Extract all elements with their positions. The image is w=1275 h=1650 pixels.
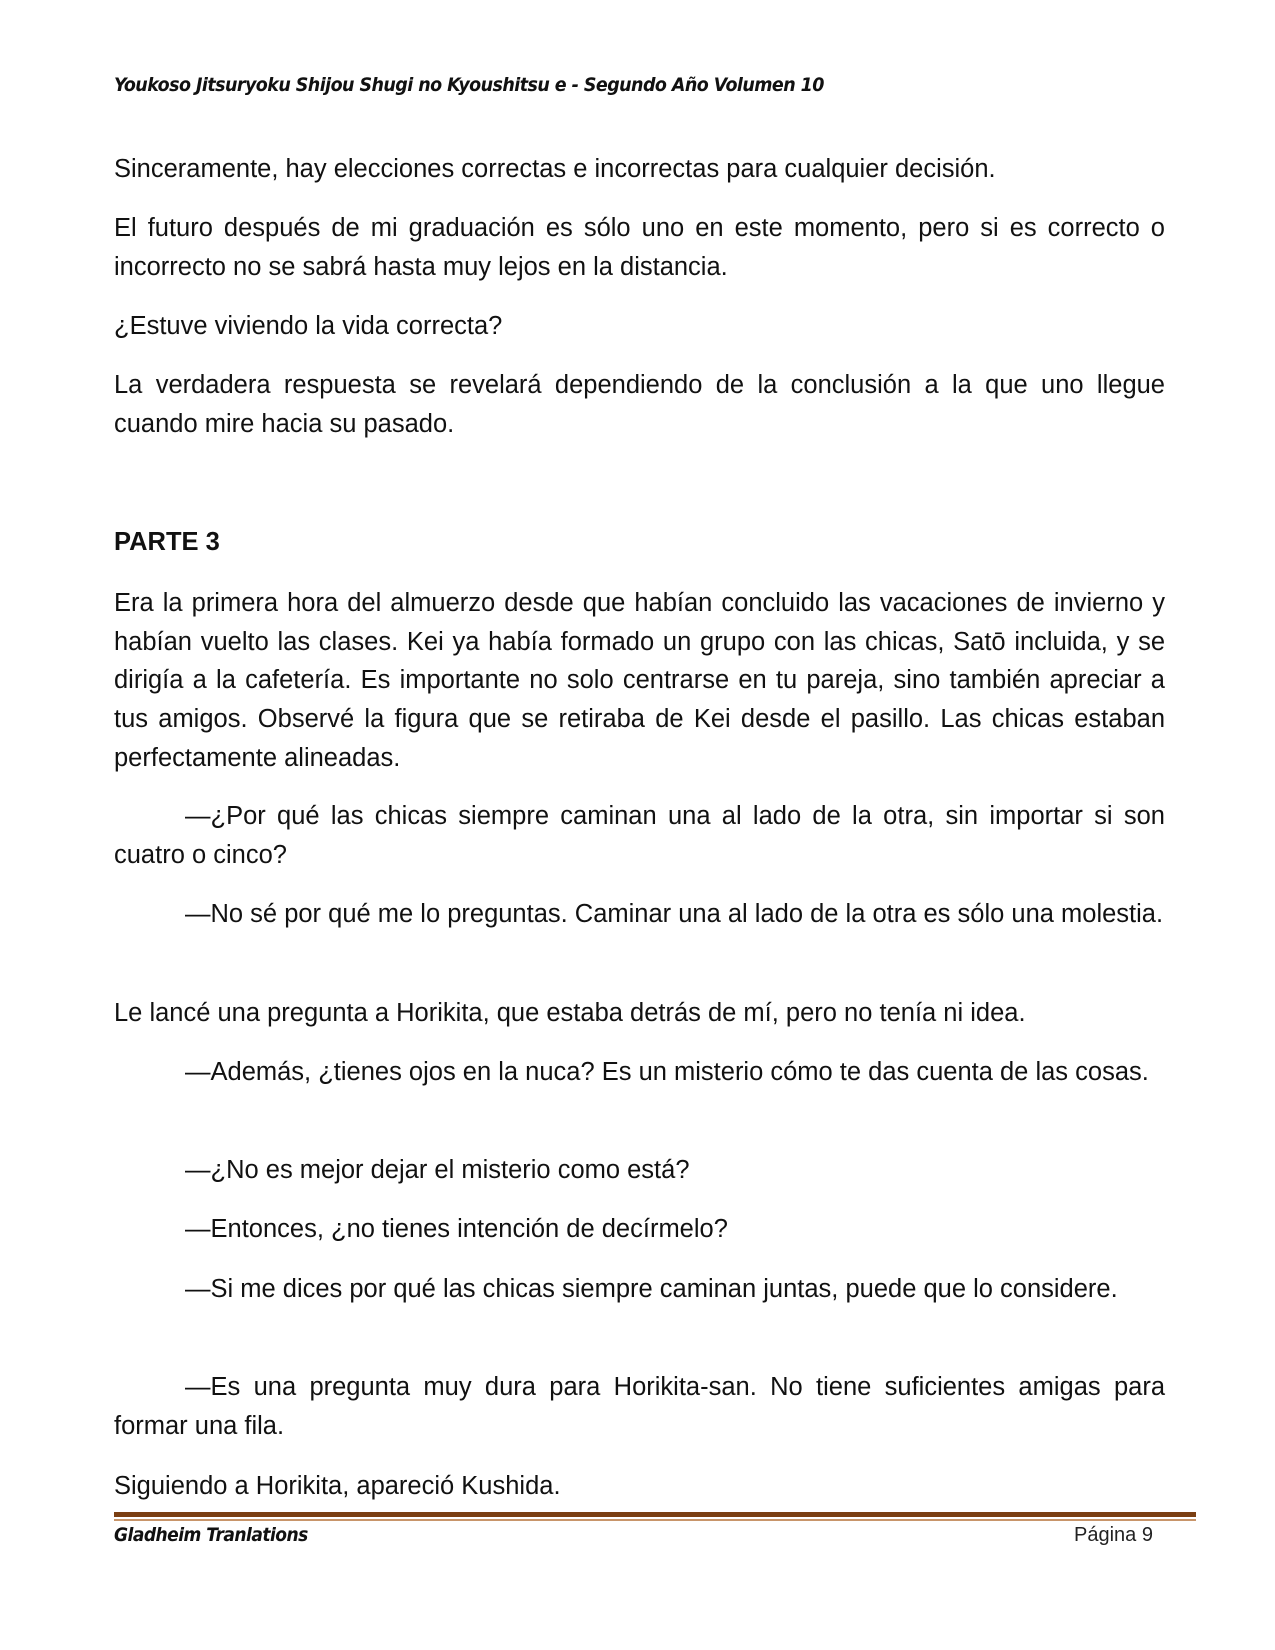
page-number: Página 9: [1074, 1524, 1153, 1546]
paragraph: Sinceramente, hay elecciones correctas e incorrectas para cualquier decisión.: [114, 155, 996, 183]
paragraph: Siguiendo a Horikita, apareció Kushida.: [114, 1472, 561, 1500]
paragraph: Le lancé una pregunta a Horikita, que estaba detrás de mí, pero no tenía ni idea.: [114, 999, 1026, 1027]
dialogue-line: —Es una pregunta muy dura para Horikita-san. No tiene suficientes amigas para formar una fila.: [114, 1373, 1165, 1440]
paragraph: El futuro después de mi graduación es sólo uno en este momento, pero si es correcto o incorrecto no se sabrá hasta muy lejos en la distancia.: [114, 214, 1165, 281]
dialogue-line: —Además, ¿tienes ojos en la nuca? Es un misterio cómo te das cuenta de las cosas.: [185, 1058, 1149, 1086]
paragraph: ¿Estuve viviendo la vida correcta?: [114, 312, 503, 340]
footer-credit: Gladheim Tranlations: [114, 1524, 308, 1546]
dialogue-line: —Entonces, ¿no tienes intención de decírmelo?: [185, 1215, 728, 1243]
running-header: Youkoso Jitsuryoku Shijou Shugi no Kyoushitsu e - Segundo Año Volumen 10: [114, 74, 824, 96]
section-heading: PARTE 3: [114, 528, 220, 556]
dialogue-line: —No sé por qué me lo preguntas. Caminar una al lado de la otra es sólo una molestia.: [185, 900, 1164, 928]
dialogue-line: —Si me dices por qué las chicas siempre caminan juntas, puede que lo considere.: [185, 1275, 1118, 1303]
paragraph: La verdadera respuesta se revelará dependiendo de la conclusión a la que uno llegue cuando mire hacia su pasado.: [114, 371, 1165, 438]
footer-rule-thin: [114, 1519, 1196, 1521]
dialogue-line: —¿Por qué las chicas siempre caminan una al lado de la otra, sin importar si son cuatro o cinco?: [114, 802, 1165, 869]
dialogue-line: —¿No es mejor dejar el misterio como está?: [185, 1156, 690, 1184]
footer-rule: [114, 1512, 1196, 1517]
paragraph: Era la primera hora del almuerzo desde que habían concluido las vacaciones de invierno y habían vuelto las clases. Kei ya había formado un grupo con las chicas, Satō incluida, y se dirigía a la cafetería. Es importante no solo centrarse en tu pareja, sino también apreciar a tus amigos. Observé la figura que se retiraba de Kei desde el pasillo. Las chicas estaban perfectamente alineadas.: [114, 589, 1165, 772]
